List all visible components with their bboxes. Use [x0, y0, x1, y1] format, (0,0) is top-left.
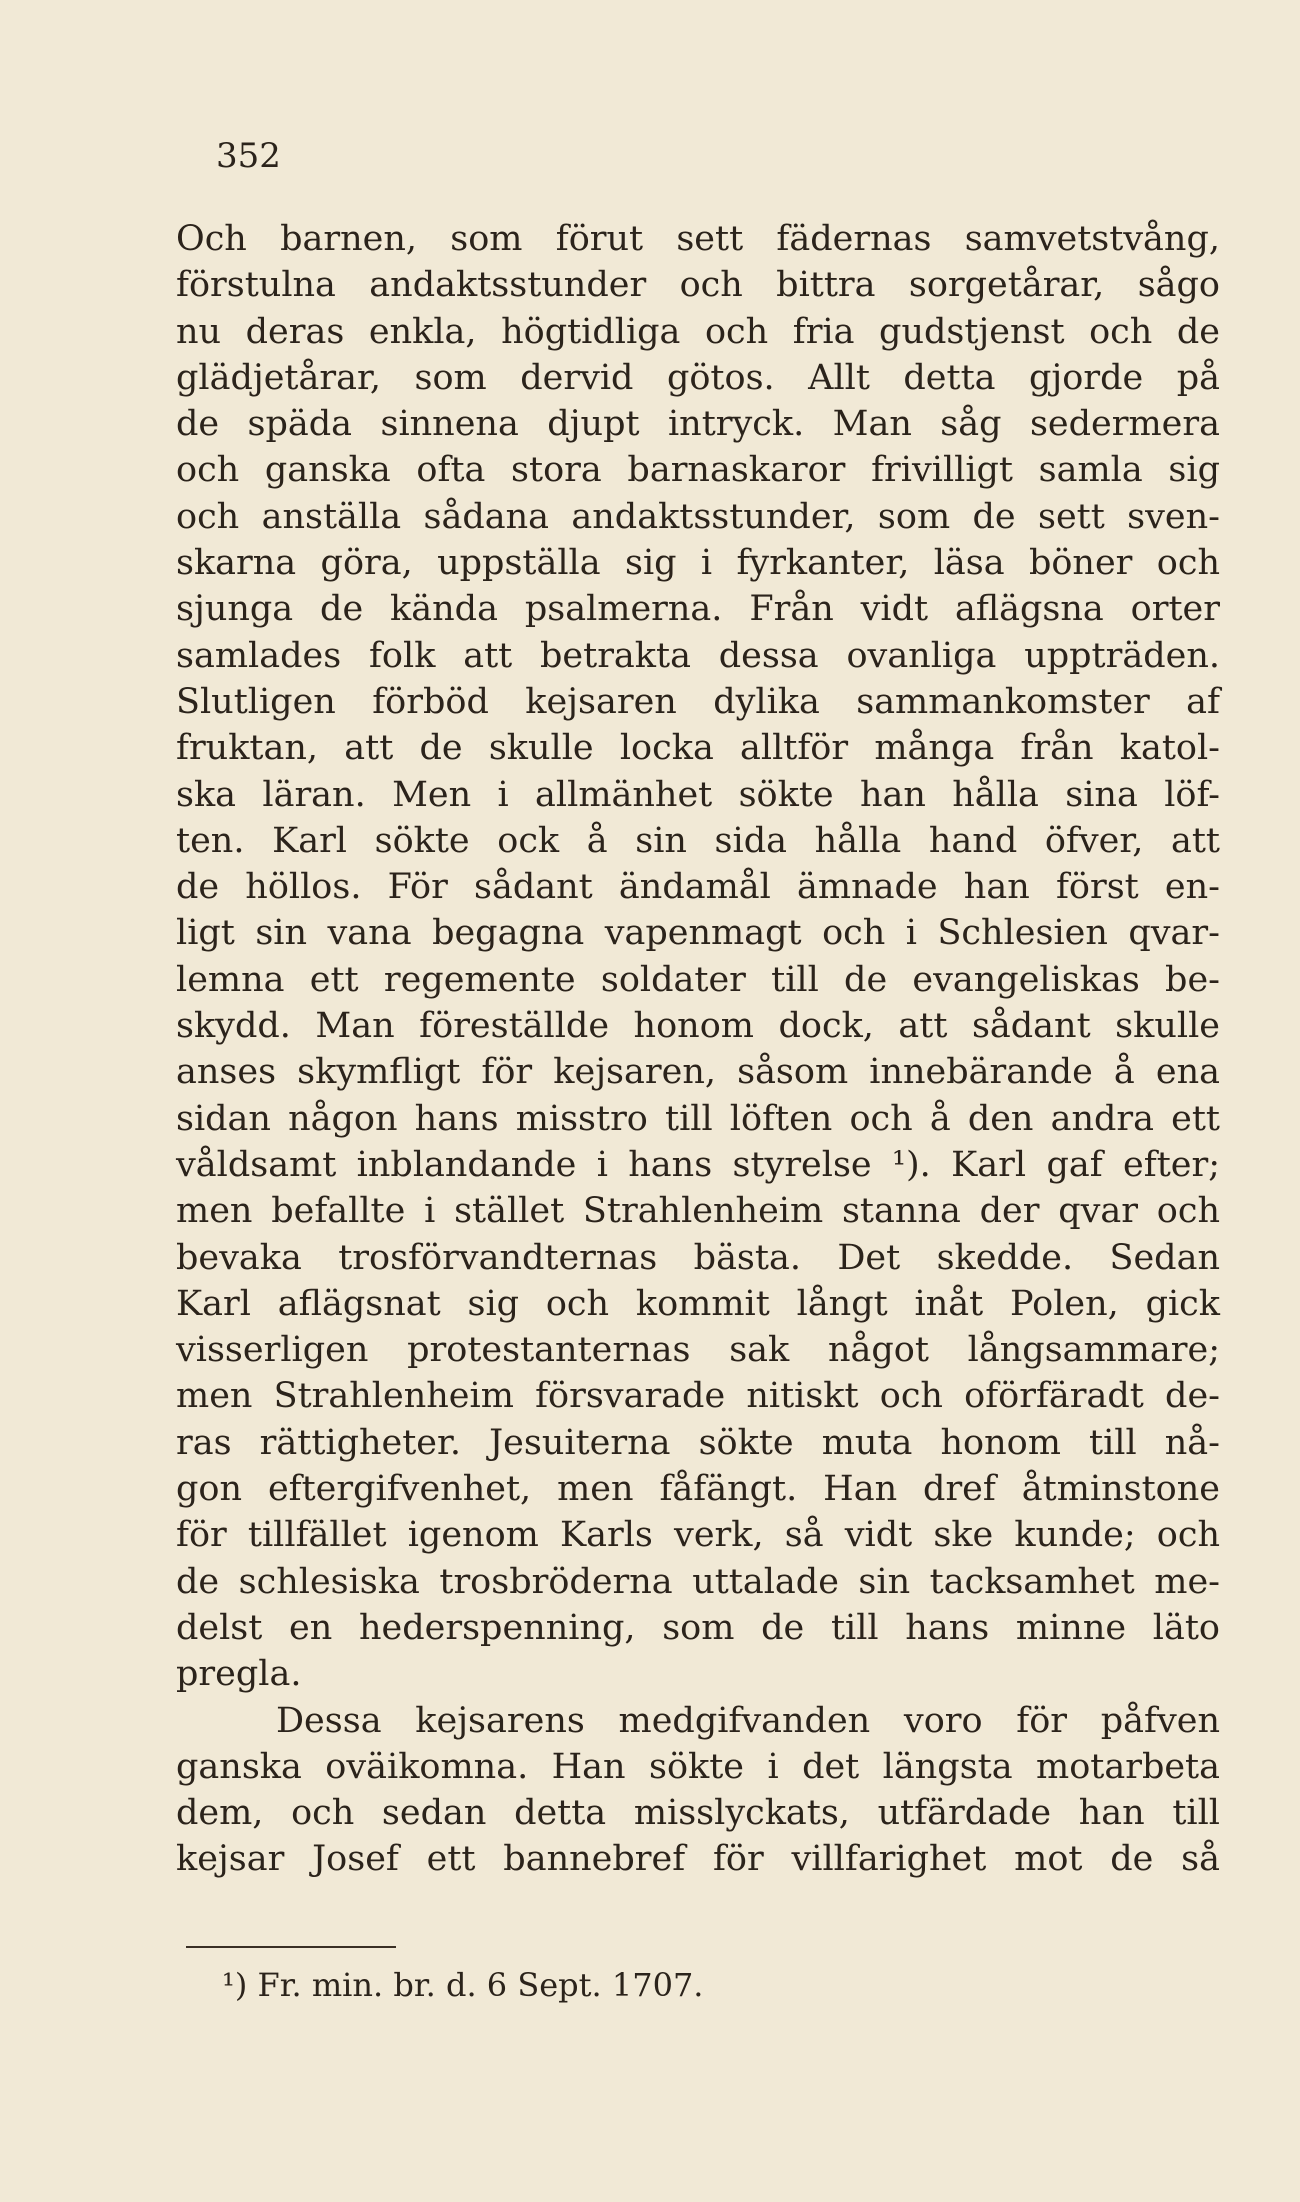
text-line: och anställa sådana andaktsstunder, som de sett sven-	[176, 496, 1220, 537]
text-line: samlades folk att betrakta dessa ovanliga uppträden.	[176, 635, 1220, 676]
text-line: skarna göra, uppställa sig i fyrkanter, läsa böner och	[176, 543, 1220, 584]
text-line: ligt sin vana begagna vapenmagt och i Schlesien qvar-	[176, 913, 1220, 954]
text-line: dem, och sedan detta misslyckats, utfärdade han till	[176, 1793, 1220, 1834]
text-line: sidan någon hans misstro till löften och å den andra ett	[176, 1098, 1220, 1139]
text-line: förstulna andaktsstunder och bittra sorgetårar, sågo	[176, 265, 1220, 306]
text-line: ten. Karl sökte ock å sin sida hålla hand öfver, att	[176, 820, 1220, 861]
text-line: Och barnen, som förut sett fädernas samvetstvång,	[176, 219, 1220, 259]
text-line: anses skymfligt för kejsaren, såsom innebärande å ena	[176, 1052, 1220, 1093]
text-line: gon eftergifvenhet, men fåfängt. Han dref åtminstone	[176, 1469, 1220, 1510]
text-line: och ganska ofta stora barnaskaror frivilligt samla sig	[176, 450, 1220, 491]
text-line: visserligen protestanternas sak något långsammare;	[176, 1330, 1220, 1371]
text-line: sjunga de kända psalmerna. Från vidt aflägsna orter	[176, 589, 1220, 630]
text-line: de späda sinnena djupt intryck. Man såg sedermera	[176, 404, 1220, 445]
body-text	[176, 216, 1220, 1883]
paragraph-end-line: pregla.	[176, 1654, 302, 1695]
text-line: fruktan, att de skulle locka alltför många från katol-	[176, 728, 1220, 769]
text-line: ganska oväikomna. Han sökte i det längsta motarbeta	[176, 1746, 1220, 1787]
text-line: glädjetårar, som dervid götos. Allt detta gjorde på	[176, 357, 1220, 398]
text-line: men befallte i stället Strahlenheim stanna der qvar och	[176, 1191, 1220, 1232]
text-line: skydd. Man föreställde honom dock, att sådant skulle	[176, 1006, 1220, 1047]
text-line: våldsamt inblandande i hans styrelse ¹). Karl gaf efter;	[176, 1144, 1220, 1185]
paragraph-start-line: Dessa kejsarens medgifvanden voro för påfven	[276, 1700, 1220, 1741]
page-number: 352	[216, 136, 281, 176]
text-line: de höllos. För sådant ändamål ämnade han först en-	[176, 867, 1220, 908]
text-line: Karl aflägsnat sig och kommit långt inåt Polen, gick	[176, 1283, 1220, 1324]
text-line: kejsar Josef ett bannebref för villfarighet mot de så	[176, 1839, 1220, 1880]
text-line: men Strahlenheim försvarade nitiskt och oförfäradt de-	[176, 1376, 1220, 1417]
text-line: ska läran. Men i allmänhet sökte han hålla sina löf-	[176, 774, 1220, 815]
text-line: ras rättigheter. Jesuiterna sökte muta honom till nå-	[176, 1422, 1220, 1463]
text-line: lemna ett regemente soldater till de evangeliskas be-	[176, 959, 1220, 1000]
text-line: bevaka trosförvandternas bästa. Det skedde. Sedan	[176, 1237, 1220, 1278]
text-line: delst en hederspenning, som de till hans minne läto	[176, 1607, 1220, 1648]
text-line: för tillfället igenom Karls verk, så vidt ske kunde; och	[176, 1515, 1220, 1556]
text-line: Slutligen förböd kejsaren dylika sammankomster af	[176, 681, 1220, 722]
footnote-divider	[186, 1946, 396, 1948]
text-line: de schlesiska trosbröderna uttalade sin tacksamhet me-	[176, 1561, 1220, 1602]
footnote: ¹) Fr. min. br. d. 6 Sept. 1707.	[222, 1966, 704, 2004]
text-line: nu deras enkla, högtidliga och fria gudstjenst och de	[176, 311, 1220, 352]
